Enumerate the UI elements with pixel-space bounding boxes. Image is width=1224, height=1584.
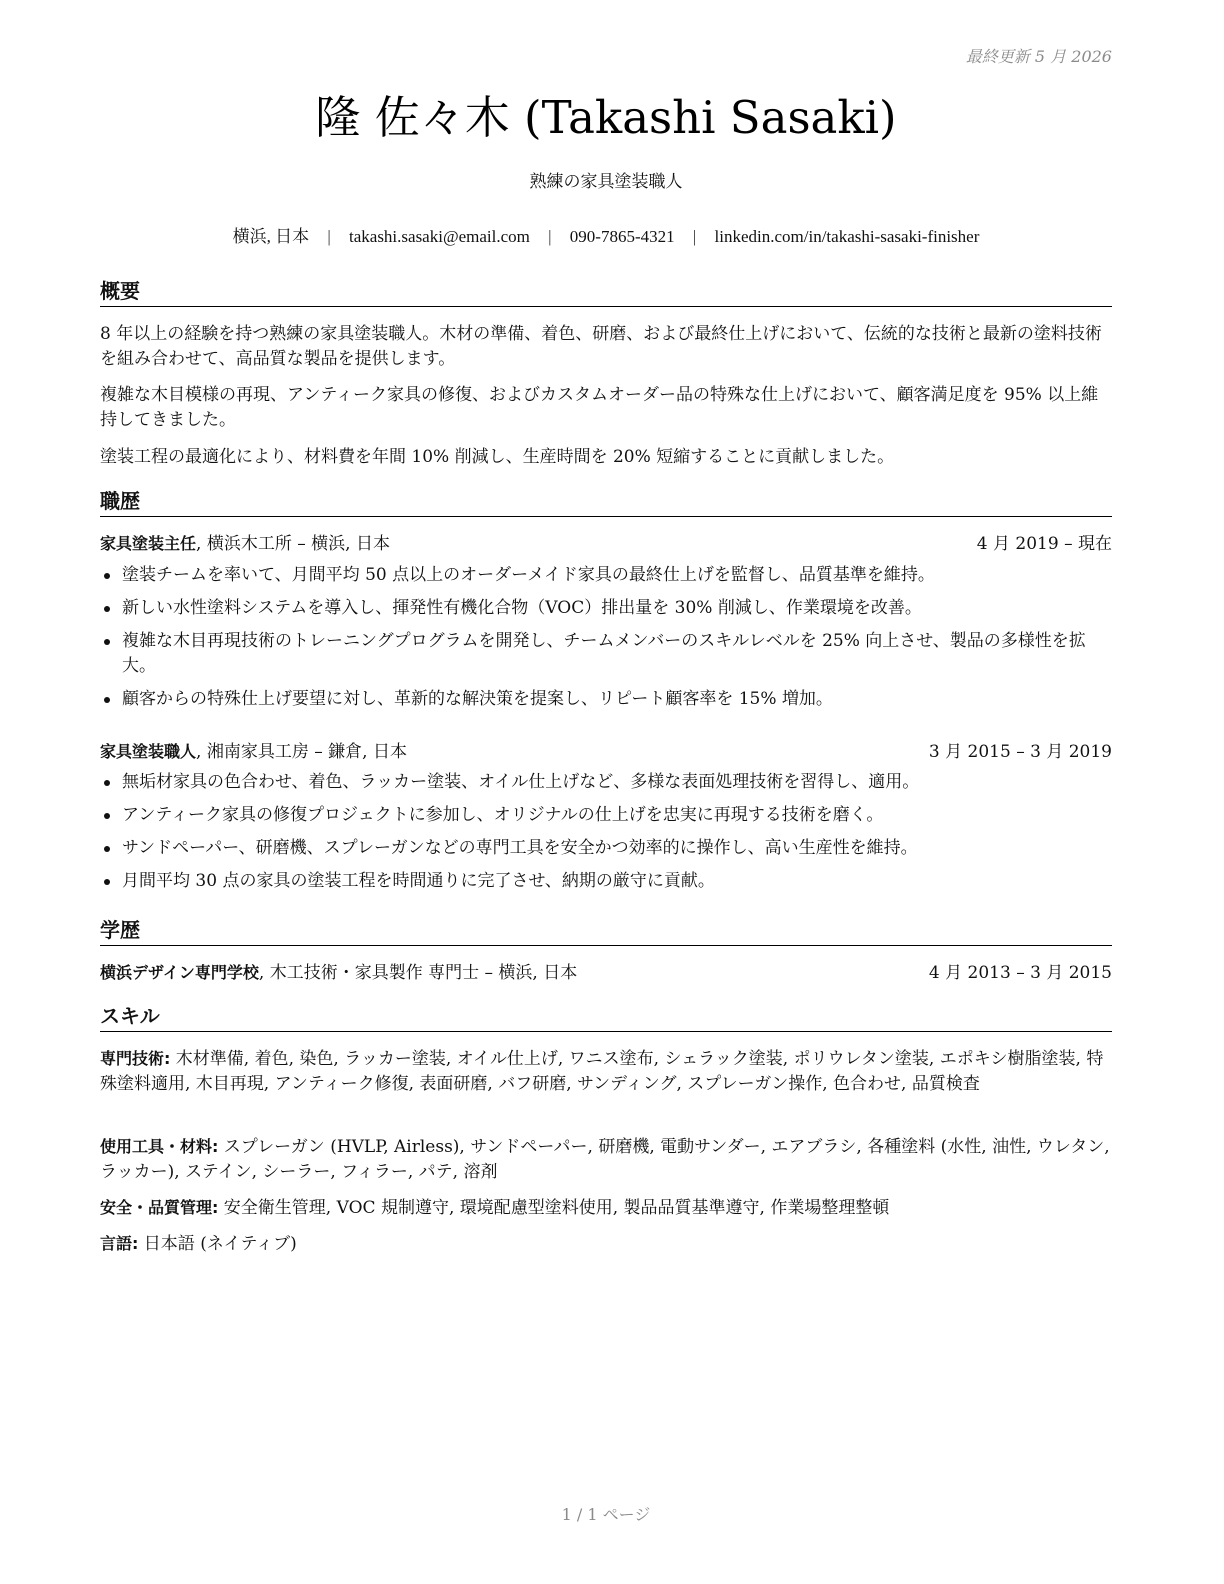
candidate-name: 隆 佐々木 (Takashi Sasaki) [315, 91, 897, 144]
summary-paragraph: 塗装工程の最適化により、材料費を年間 10% 削減し、生産時間を 20% 短縮することに貢献しました。 [100, 447, 895, 467]
education-detail: , 木工技術・家具製作 専門士 – 横浜, 日本 [258, 963, 578, 983]
skill-row [100, 1231, 1112, 1257]
contact-separator: | [692, 227, 697, 246]
job-org: , 湘南家具工房 – 鎌倉, 日本 [196, 742, 407, 762]
contact-separator: | [327, 227, 331, 246]
skill-label: 言語: [100, 1234, 139, 1253]
job-heading [100, 532, 1112, 556]
summary-paragraph: 複雑な木目模様の再現、アンティーク家具の修復、およびカスタムオーダー品の特殊な仕上げにおいて、顧客満足度を 95% 以上維持してきました。 [100, 385, 1099, 430]
job-role: 家具塗装職人 [100, 742, 197, 761]
education-school: 横浜デザイン専門学校 [100, 963, 259, 982]
skill-label: 安全・品質管理: [100, 1198, 219, 1217]
list-item: 塗装チームを率いて、月間平均 50 点以上のオーダーメイド家具の最終仕上げを監督し、品質基準を維持。 [100, 563, 1112, 588]
contact-linkedin[interactable]: linkedin.com/in/takashi-sasaki-finisher [714, 227, 980, 246]
contact-phone[interactable]: 090-7865-4321 [569, 227, 675, 246]
resume-page [100, 0, 1112, 1584]
contact-line [100, 224, 1112, 250]
education-dates: 4 月 2013 – 3 月 2015 [928, 963, 1112, 983]
skill-row [100, 1195, 1112, 1221]
job-bullets [100, 770, 1112, 902]
education-heading [100, 961, 1112, 985]
section-title-summary: 概要 [100, 277, 1112, 307]
skill-value: 木材準備, 着色, 染色, ラッカー塗装, オイル仕上げ, ワニス塗布, シェラック塗装, ポリウレタン塗装, エポキシ樹脂塗装, 特殊塗料適用, 木目再現, アンティーク修復, 表面研磨, バフ研磨, サンディング, スプレーガン操作, 色合わせ, 品質検査 [100, 1049, 1104, 1094]
job-heading [100, 740, 1112, 764]
skill-value: 日本語 (ネイティブ) [138, 1234, 297, 1254]
last-updated: 最終更新 5 月 2026 [965, 47, 1112, 66]
skill-label: 使用工具・材料: [100, 1137, 219, 1156]
summary-paragraph: 8 年以上の経験を持つ熟練の家具塗装職人。木材の準備、着色、研磨、および最終仕上げにおいて、伝統的な技術と最新の塗料技術を組み合わせて、高品質な製品を提供します。 [100, 324, 1102, 369]
job-dates: 4 月 2019 – 現在 [976, 534, 1112, 554]
list-item: 新しい水性塗料システムを導入し、揮発性有機化合物（VOC）排出量を 30% 削減し、作業環境を改善。 [100, 596, 1112, 621]
job-dates: 3 月 2015 – 3 月 2019 [928, 742, 1112, 762]
section-title-education: 学歴 [100, 916, 1112, 946]
list-item: アンティーク家具の修復プロジェクトに参加し、オリジナルの仕上げを忠実に再現する技術を磨く。 [100, 803, 1112, 828]
job-org: , 横浜木工所 – 横浜, 日本 [196, 534, 390, 554]
list-item: 無垢材家具の色合わせ、着色、ラッカー塗装、オイル仕上げなど、多様な表面処理技術を習得し、適用。 [100, 770, 1112, 795]
list-item: 月間平均 30 点の家具の塗装工程を時間通りに完了させ、納期の厳守に貢献。 [100, 869, 1112, 894]
skill-label: 専門技術: [100, 1049, 171, 1068]
section-title-experience: 職歴 [100, 487, 1112, 517]
contact-email[interactable]: takashi.sasaki@email.com [349, 227, 530, 246]
skill-row [100, 1046, 1112, 1097]
page-number: 1 / 1 ページ [561, 1505, 651, 1524]
list-item: 複雑な木目再現技術のトレーニングプログラムを開発し、チームメンバーのスキルレベルを 25% 向上させ、製品の多様性を拡大。 [100, 629, 1112, 679]
skill-value: 安全衛生管理, VOC 規制遵守, 環境配慮型塗料使用, 製品品質基準遵守, 作業場整理整頓 [218, 1198, 890, 1218]
job-bullets [100, 563, 1112, 720]
job-role: 家具塗装主任 [100, 534, 197, 553]
list-item: 顧客からの特殊仕上げ要望に対し、革新的な解決策を提案し、リピート顧客率を 15% 増加。 [100, 687, 1112, 712]
list-item: サンドペーパー、研磨機、スプレーガンなどの専門工具を安全かつ効率的に操作し、高い生産性を維持。 [100, 836, 1112, 861]
contact-location: 横浜, 日本 [232, 227, 310, 246]
section-title-skills: スキル [100, 1002, 1112, 1032]
candidate-subtitle: 熟練の家具塗装職人 [529, 172, 683, 192]
contact-separator: | [548, 227, 552, 246]
skill-row [100, 1134, 1112, 1185]
skill-value: スプレーガン (HVLP, Airless), サンドペーパー, 研磨機, 電動サンダー, エアブラシ, 各種塗料 (水性, 油性, ウレタン, ラッカー), ステイン, シーラー, フィラー, パテ, 溶剤 [100, 1137, 1110, 1182]
